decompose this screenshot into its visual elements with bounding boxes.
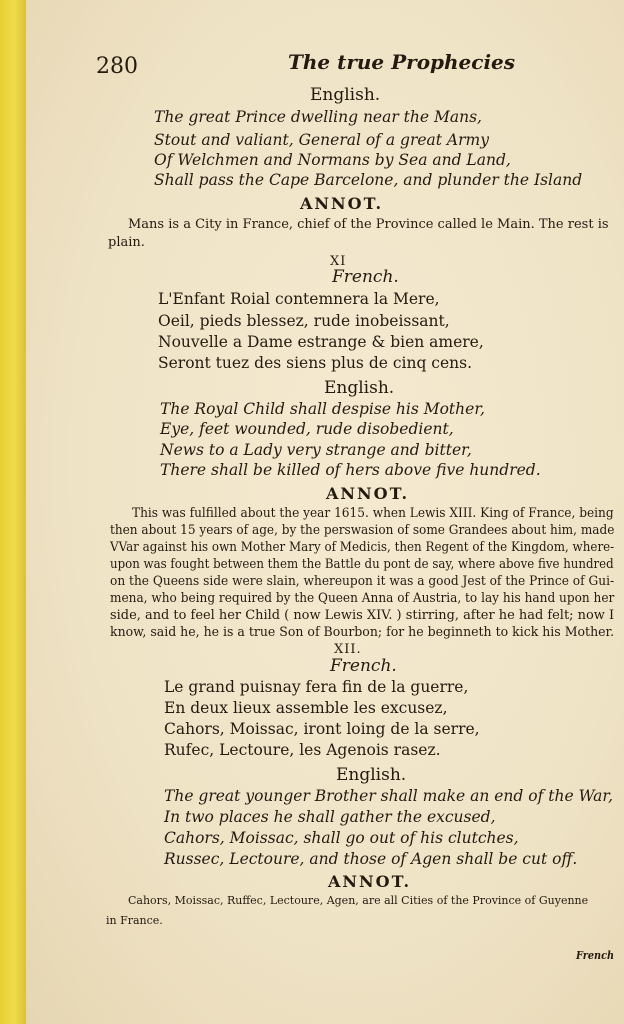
verse-line: Oeil, pieds blessez, rude inobeissant, — [158, 312, 450, 330]
annotation-line: Mans is a City in France, chief of the Province called le Main. The rest is — [128, 217, 609, 232]
verse-line: Le grand puisnay fera fin de la guerre, — [164, 678, 469, 696]
annotation-line: know, said he, he is a true Son of Bourbon; for he beginneth to kick his Mother. — [110, 625, 615, 640]
verse-line: Of Welchmen and Normans by Sea and Land, — [154, 151, 511, 169]
verse-line: Stout and valiant, General of a great Army — [154, 131, 489, 149]
annotation-line: in France. — [106, 914, 163, 927]
annotation-line: This was fulfilled about the year 1615. when Lewis XIII. King of France, being — [132, 506, 614, 521]
annotation-heading: ANNOT. — [328, 872, 412, 891]
section-heading: English. — [336, 765, 407, 785]
verse-line: Russec, Lectoure, and those of Agen shall be cut off. — [164, 850, 578, 868]
annotation-line: then about 15 years of age, by the perswasion of some Grandees about him, made — [110, 523, 615, 538]
verse-line: News to a Lady very strange and bitter, — [160, 441, 472, 459]
verse-line: L'Enfant Roial contemnera la Mere, — [158, 290, 440, 308]
running-title: The true Prophecies — [288, 50, 516, 74]
verse-line: The great younger Brother shall make an end of the War, — [164, 787, 614, 805]
verse-line: Eye, feet wounded, rude disobedient, — [160, 420, 454, 438]
verse-line: Shall pass the Cape Barcelone, and plunder the Island — [154, 171, 583, 189]
section-heading: French. — [332, 267, 399, 287]
quatrain-number: XII. — [334, 642, 362, 657]
annotation-line: VVar against his own Mother Mary of Medicis, then Regent of the Kingdom, where- — [110, 540, 615, 555]
verse-line: Cahors, Moissac, shall go out of his clutches, — [164, 829, 519, 847]
verse-line: In two places he shall gather the excused, — [164, 808, 496, 826]
catchword: French — [576, 949, 615, 962]
annotation-heading: ANNOT. — [300, 194, 384, 213]
verse-line: Cahors, Moissac, iront loing de la serre, — [164, 720, 480, 738]
annotation-heading: ANNOT. — [326, 484, 410, 503]
section-heading: French. — [330, 656, 397, 676]
section-heading: English. — [324, 378, 395, 398]
verse-line: The Royal Child shall despise his Mother, — [160, 400, 485, 418]
annotation-line: Cahors, Moissac, Ruffec, Lectoure, Agen, are all Cities of the Province of Guyenne — [128, 894, 589, 907]
verse-line: There shall be killed of hers above five hundred. — [160, 461, 541, 479]
verse-line: The great Prince dwelling near the Mans, — [154, 108, 482, 126]
page-edge — [0, 0, 26, 1024]
annotation-line: on the Queens side were slain, whereupon it was a good Jest of the Prince of Gui- — [110, 574, 615, 589]
annotation-line: mena, who being required by the Queen Anna of Austria, to lay his hand upon her — [110, 591, 615, 606]
verse-line: En deux lieux assemble les excusez, — [164, 699, 448, 717]
annotation-line: upon was fought between them the Battle du pont de say, where above five hundred — [110, 557, 614, 572]
verse-line: Seront tuez des siens plus de cinq cens. — [158, 354, 473, 372]
page-number: 280 — [96, 54, 138, 79]
quatrain-number: XI — [330, 254, 347, 269]
section-heading: English. — [310, 85, 381, 105]
annotation-line: plain. — [108, 235, 145, 250]
verse-line: Rufec, Lectoure, les Agenois rasez. — [164, 741, 441, 759]
annotation-line: side, and to feel her Child ( now Lewis XIV. ) stirring, after he had felt; now I — [110, 608, 615, 623]
verse-line: Nouvelle a Dame estrange & bien amere, — [158, 333, 484, 351]
